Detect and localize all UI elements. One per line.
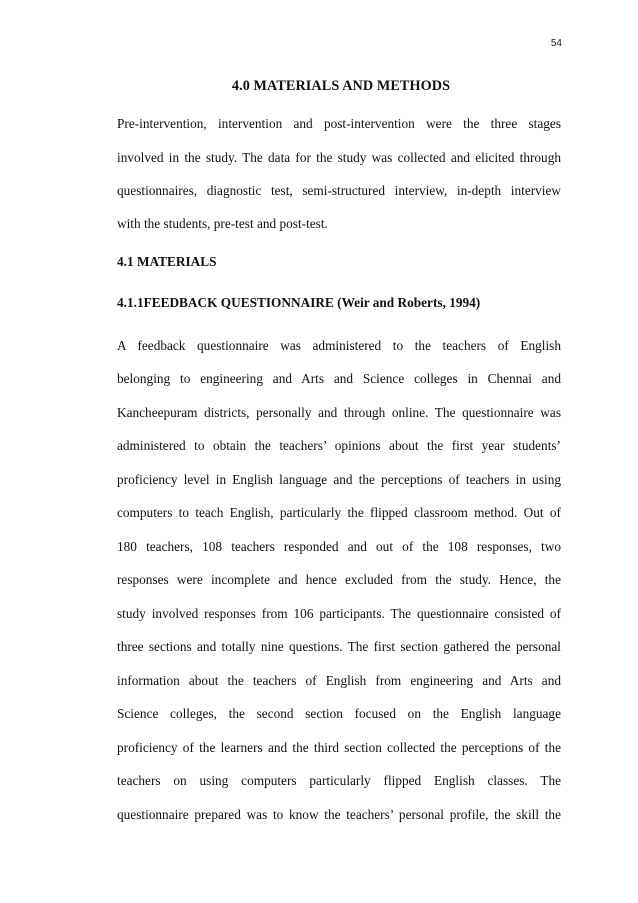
body-line: belonging to engineering and Arts and Science colleges in Chennai and [117,371,561,386]
body-line: Science colleges, the second section focused on the English language [117,706,561,721]
body-line: study involved responses from 106 participants. The questionnaire consisted of [117,606,561,621]
chapter-title: 4.0 MATERIALS AND METHODS [231,78,451,94]
body-line: proficiency of the learners and the third section collected the perceptions of the [117,740,561,755]
body-line: teachers on using computers particularly flipped English classes. The [117,773,561,788]
intro-line: with the students, pre-test and post-test. [117,216,328,231]
intro-line: Pre-intervention, intervention and post-intervention were the three stages [117,116,561,131]
body-line: computers to teach English, particularly the flipped classroom method. Out of [117,505,561,520]
body-line: information about the teachers of English from engineering and Arts and [117,673,561,688]
body-line: A feedback questionnaire was administered to the teachers of English [117,338,561,353]
body-line: questionnaire prepared was to know the teachers’ personal profile, the skill the [117,807,561,822]
body-line: 180 teachers, 108 teachers responded and out of the 108 responses, two [117,539,561,554]
body-line: responses were incomplete and hence excluded from the study. Hence, the [117,572,561,587]
intro-line: involved in the study. The data for the study was collected and elicited through [117,150,561,165]
body-line: Kancheepuram districts, personally and through online. The questionnaire was [117,405,561,420]
intro-line: questionnaires, diagnostic test, semi-structured interview, in-depth interview [117,183,561,198]
body-line: three sections and totally nine questions. The first section gathered the personal [117,639,561,654]
section-heading: 4.1 MATERIALS [117,254,217,269]
subsection-heading: 4.1.1FEEDBACK QUESTIONNAIRE (Weir and Roberts, 1994) [117,295,481,310]
body-line: administered to obtain the teachers’ opinions about the first year students’ [117,438,561,453]
body-line: proficiency level in English language and the perceptions of teachers in using [117,472,561,487]
page-number: 54 [550,38,562,49]
